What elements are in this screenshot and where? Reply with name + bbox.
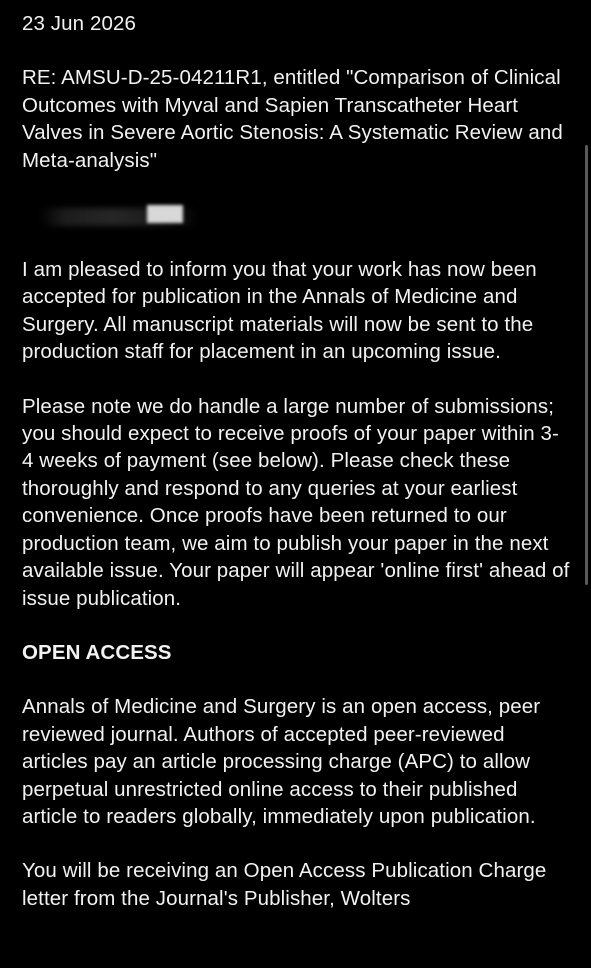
acceptance-paragraph: I am pleased to inform you that your work has now been accepted for publication in the Annals of Medicine and Surgery. All manuscript materials will now be sent to the production staff for placement in an upcoming issue. — [22, 258, 537, 364]
open-access-heading: OPEN ACCESS — [22, 640, 172, 664]
publication-charge-paragraph: You will be receiving an Open Access Publication Charge letter from the Journal's Publisher, Wolters — [22, 859, 547, 910]
email-subject: RE: AMSU-D-25-04211R1, entitled "Comparison of Clinical Outcomes with Myval and Sapien Transcatheter Heart Valves in Severe Aortic Stenosis: A Systematic Review and Meta-analysis" — [22, 66, 563, 172]
open-access-paragraph: Annals of Medicine and Surgery is an open access, peer reviewed journal. Authors of accepted peer-reviewed articles pay an article processing charge (APC) to allow perpetual unrestricted online access to their published article to readers globally, immediately upon publication. — [22, 695, 541, 828]
proofs-paragraph: Please note we do handle a large number of submissions; you should expect to receive proofs of your paper within 3-4 weeks of payment (see below). Please check these thoroughly and respond to any queries at your earliest convenience. Once proofs have been returned to our production team, we aim to publish your paper in the next available issue. Your paper will appear 'online first' ahead of issue publication. — [22, 394, 570, 610]
email-body — [22, 10, 570, 939]
redacted-recipient-name — [22, 202, 570, 236]
email-date: 23 Jun 2026 — [22, 12, 136, 35]
scrollbar[interactable] — [585, 145, 588, 585]
redaction-blur-light — [147, 205, 183, 223]
